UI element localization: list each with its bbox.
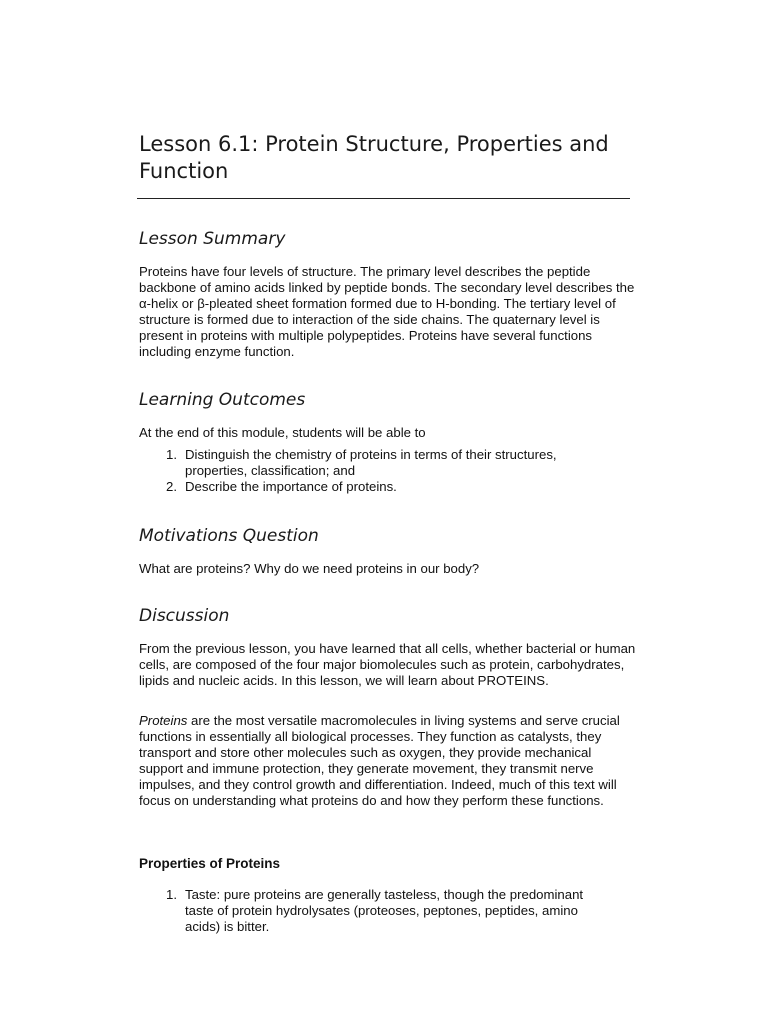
list-item-text: Distinguish the chemistry of proteins in terms of their structures, properties, classification; and [185, 447, 557, 478]
properties-list [139, 887, 609, 935]
proteins-term: Proteins [139, 713, 188, 728]
learning-outcomes-list [139, 447, 609, 495]
discussion-paragraph-2-text: are the most versatile macromolecules in living systems and serve crucial functions in essentially all biological processes. They function as catalysts, they transport and store other molecules such as oxygen, they provide mechanical support and immune protection, they generate movement, they transmit nerve impulses, and they control growth and differentiation. Indeed, much of this text will focus on understanding what proteins do and how they perform these functions. [139, 713, 620, 808]
learning-outcomes-intro: At the end of this module, students will be able to [139, 425, 426, 440]
list-item-number: 2. [166, 479, 177, 494]
list-item-text: Taste: pure proteins are generally tasteless, though the predominant taste of protein hydrolysates (proteoses, peptones, peptides, amino acids) is bitter. [185, 887, 584, 934]
lesson-summary-text: Proteins have four levels of structure. The primary level describes the peptide backbone of amino acids linked by peptide bonds. The secondary level describes the α-helix or β-pleated sheet formation formed due to H-bonding. The tertiary level of structure is formed due to interaction of the side chains. The quaternary level is present in proteins with multiple polypeptides. Proteins have several functions including enzyme function. [139, 264, 635, 359]
list-item-number: 1. [166, 447, 177, 462]
page-title: Lesson 6.1: Protein Structure, Properties and Function [139, 132, 609, 183]
discussion-heading: Discussion [139, 606, 230, 626]
list-item [139, 887, 609, 935]
title-divider [137, 198, 630, 199]
list-item [139, 447, 609, 479]
list-item-number: 1. [166, 887, 177, 902]
learning-outcomes-heading: Learning Outcomes [139, 390, 306, 410]
list-item-text: Describe the importance of proteins. [185, 479, 397, 494]
discussion-paragraph-1: From the previous lesson, you have learned that all cells, whether bacterial or human cells, are composed of the four major biomolecules such as protein, carbohydrates, lipids and nucleic acids. In this lesson, we will learn about PROTEINS. [139, 641, 636, 688]
properties-heading: Properties of Proteins [139, 856, 281, 871]
discussion-paragraph-2 [139, 713, 637, 809]
lesson-summary-heading: Lesson Summary [139, 229, 286, 249]
motivations-question-text: What are proteins? Why do we need proteins in our body? [139, 561, 480, 576]
list-item [139, 479, 609, 495]
motivations-question-heading: Motivations Question [139, 526, 319, 546]
